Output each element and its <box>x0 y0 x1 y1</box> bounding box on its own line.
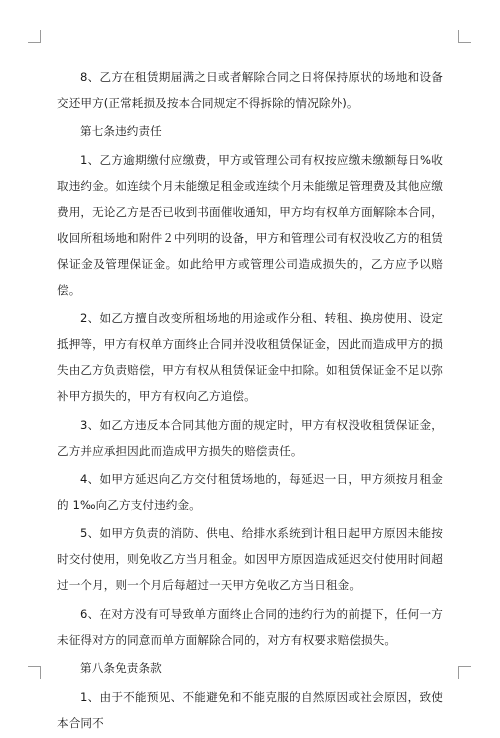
section-heading-article-7: 第七条违约责任 <box>80 124 162 139</box>
clause-7-item-2: 2、如乙方擅自改变所租场地的用途或作分租、转租、换房使用、设定抵押等，甲方有权单方面终止合同并没收租赁保证金，因此而造成甲方的损失由乙方负责赔偿，甲方有权从租赁保证金中扣除。如租赁保证金不足以弥补甲方损失的，甲方有权向乙方追偿。 <box>57 311 443 404</box>
crop-mark-top-left <box>28 30 41 43</box>
clause-7-item-5: 5、如甲方负责的消防、供电、给排水系统到计租日起甲方原因未能按时交付使用，则免收乙方当月租金。如因甲方原因造成延迟交付使用时间超过一个月，则一个月后每超过一天甲方免收乙方当日租金。 <box>57 526 443 593</box>
document-body <box>57 64 443 738</box>
clause-7-item-4: 4、如甲方延迟向乙方交付租赁场地的，每延迟一日，甲方须按月租金的 1‰向乙方支付违约金。 <box>57 471 443 512</box>
clause-7-item-1: 1、乙方逾期缴付应缴费，甲方或管理公司有权按应缴未缴额每日%收取违约金。如连续个月未能缴足租金或连续个月未能缴足管理费及其他应缴费用，无论乙方是否已收到书面催收通知，甲方均有权单方面解除本合同，收回所租场地和附件２中列明的设备，甲方和管理公司有权没收乙方的租赁保证金及管理保证金。如此给甲方或管理公司造成损失的，乙方应予以赔偿。 <box>57 152 443 297</box>
crop-mark-bottom-right <box>458 666 471 679</box>
crop-mark-top-right <box>458 30 471 43</box>
crop-mark-bottom-left <box>28 666 41 679</box>
clause-8-item-1: 1、由于不能预见、不能避免和不能克服的自然原因或社会原因，致使本合同不 <box>57 689 443 730</box>
section-heading-article-8: 第八条免责条款 <box>80 661 162 676</box>
clause-7-item-3: 3、如乙方违反本合同其他方面的规定时，甲方有权没收租赁保证金，乙方并应承担因此而造成甲方损失的赔偿责任。 <box>57 417 443 458</box>
clause-7-item-6: 6、在对方没有可导致单方面终止合同的违约行为的前提下，任何一方未征得对方的同意而单方面解除合同的，对方有权要求赔偿损失。 <box>57 606 443 647</box>
clause-6-item-8: 8、乙方在租赁期届满之日或者解除合同之日将保持原状的场地和设备交还甲方(正常耗损及按本合同规定不得拆除的情况除外)。 <box>57 70 443 110</box>
